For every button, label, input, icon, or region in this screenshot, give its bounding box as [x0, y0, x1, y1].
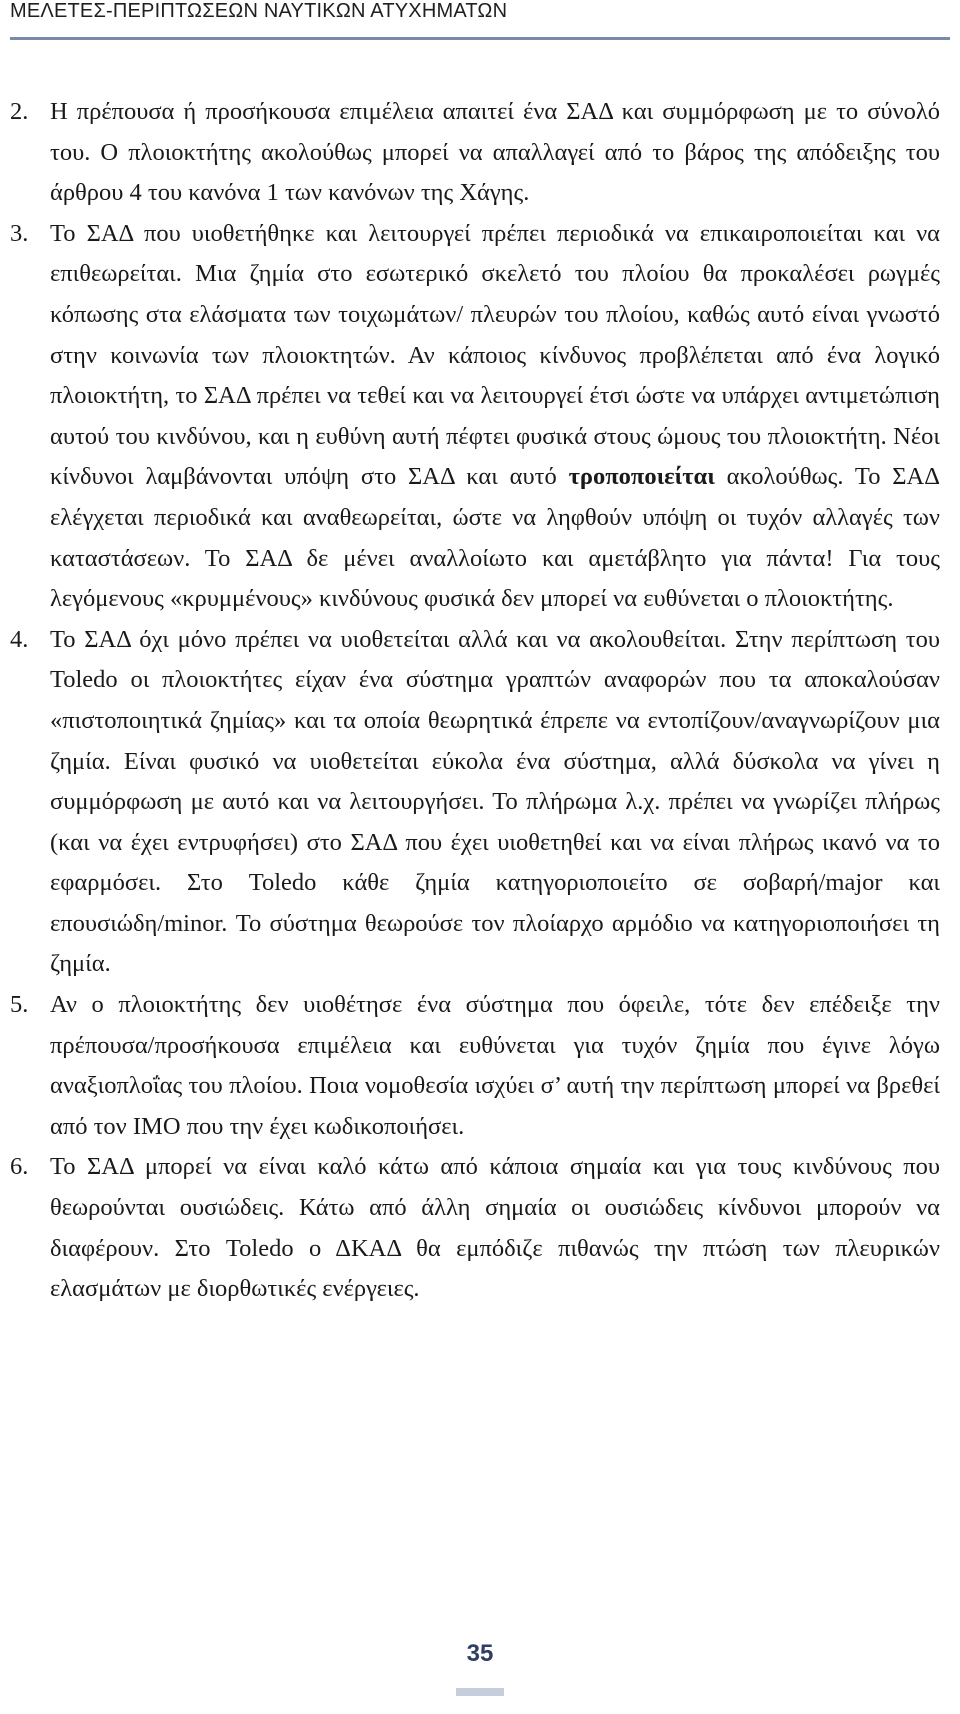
page-body [10, 92, 940, 1310]
item-text [50, 214, 940, 620]
item-number: 6. [10, 1153, 29, 1181]
list-item-4 [10, 620, 940, 985]
item-text: Το ΣΑΔ μπορεί να είναι καλό κάτω από κάποια σημαία και για τους κινδύνους που θεωρούνται ουσιώδεις. Κάτω από άλλη σημαία οι ουσιώδεις κίνδυνοι μπορούν να διαφέρουν. Στο Toledo ο ΔΚΑΔ θα εμπόδιζε πιθανώς την πτώση των πλευρικών ελασμάτων με διορθωτικές ενέργειες. [50, 1153, 940, 1303]
list-item-2 [10, 92, 940, 214]
item-number: 5. [10, 991, 29, 1019]
item-text: Αν ο πλοιοκτήτης δεν υιοθέτησε ένα σύστημα που όφειλε, τότε δεν επέδειξε την πρέπουσα/προσήκουσα επιμέλεια και ευθύνεται για τυχόν ζημία που έγινε λόγω αναξιοπλοΐας του πλοίου. Ποια νομοθεσία ισχύει σ’ αυτή την περίπτωση μπορεί να βρεθεί από τον IMO που την έχει κωδικοποιήσει. [50, 991, 940, 1140]
item-text-part-a: Το ΣΑΔ που υιοθετήθηκε και λειτουργεί πρέπει περιοδικά να επικαιροποιείται και να επιθεωρείται. Μια ζημία στο εσωτερικό σκελετό του πλοίου θα προκαλέσει ρωγμές κόπωσης στα ελάσματα των τοιχωμάτων/ πλευρών του πλοίου, καθώς αυτό είναι γνωστό στην κοινωνία των πλοιοκτητών. Αν κάποιος κίνδυνος προβλέπεται από ένα λογικό πλοιοκτήτη, το ΣΑΔ πρέπει να τεθεί και να λειτουργεί έτσι ώστε να υπάρχει αντιμετώπιση αυτού του κινδύνου, και η ευθύνη αυτή πέφτει φυσικά στους ώμους του πλοιοκτήτη. Νέοι κίνδυνοι λαμβάνονται υπόψη στο ΣΑΔ και αυτό [50, 219, 940, 491]
list-item-5 [10, 985, 940, 1147]
item-text-bold: τροποποιείται [568, 463, 715, 491]
header-rule [10, 37, 950, 40]
footer-bar [456, 1688, 504, 1696]
page-number: 35 [466, 1640, 494, 1667]
list-item-6 [10, 1147, 940, 1309]
item-number: 2. [10, 98, 29, 125]
item-text-part-b: ακολούθως. Το ΣΑΔ ελέγχεται περιοδικά και αναθεωρείται, ώστε να ληφθούν υπόψη οι τυχόν αλλαγές των καταστάσεων. Το ΣΑΔ δε μένει αναλλοίωτο και αμετάβλητο για πάντα! Για τους λεγόμενους «κρυμμένους» κινδύνους φυσικά δεν μπορεί να ευθύνεται ο πλοιοκτήτης. [50, 463, 940, 613]
item-number: 4. [10, 625, 29, 653]
list-item-3 [10, 214, 940, 620]
item-text: Το ΣΑΔ όχι μόνο πρέπει να υιοθετείται αλλά και να ακολουθείται. Στην περίπτωση του Toledo οι πλοιοκτήτες είχαν ένα σύστημα γραπτών αναφορών που τα αποκαλούσαν «πιστοποιητικά ζημίας» και τα οποία θεωρητικά έπρεπε να εντοπίζουν/αναγνωρίζουν μια ζημία. Είναι φυσικό να υιοθετείται εύκολα ένα σύστημα, αλλά δύσκολα να γίνει η συμμόρφωση με αυτό και να λειτουργήσει. Το πλήρωμα λ.χ. πρέπει να γνωρίζει πλήρως (και να έχει εντρυφήσει) στο ΣΑΔ που έχει υιοθετηθεί και να είναι πλήρως ικανό να το εφαρμόσει. Στο Toledo κάθε ζημία κατηγοριοποιείτο σε σοβαρή/major και επουσιώδη/minor. Το σύστημα θεωρούσε τον πλοίαρχο αρμόδιο να κατηγοριοποιήσει τη ζημία. [50, 625, 940, 978]
item-text: Η πρέπουσα ή προσήκουσα επιμέλεια απαιτεί ένα ΣΑΔ και συμμόρφωση με το σύνολό του. Ο πλοιοκτήτης ακολούθως μπορεί να απαλλαγεί από το βάρος της απόδειξης του άρθρου 4 του κανόνα 1 των κανόνων της Χάγης. [50, 98, 940, 207]
running-header: ΜΕΛΕΤΕΣ-ΠΕΡΙΠΤΩΣΕΩΝ ΝΑΥΤΙΚΩΝ ΑΤΥΧΗΜΑΤΩΝ [10, 0, 508, 22]
item-number: 3. [10, 219, 29, 247]
